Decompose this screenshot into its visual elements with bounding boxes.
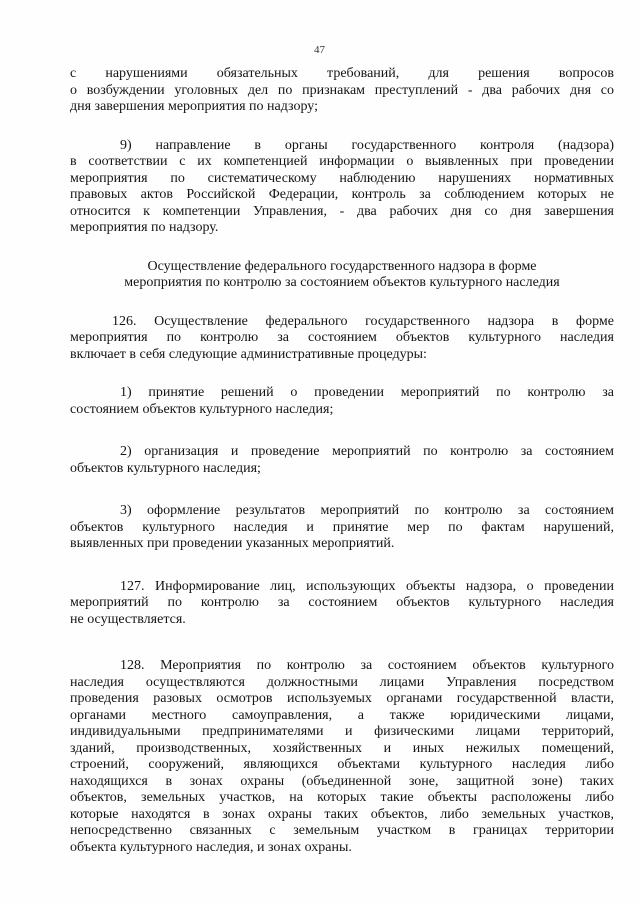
text-line: наследия осуществляются должностными лицами Управления посредством [70,674,614,690]
text-line: объектов культурного наследия; [70,460,261,476]
text-line: 126. Осуществление федерального государственного надзора в форме [112,313,614,329]
subitem-3 [70,503,614,553]
text-line: мероприятий по контролю за состоянием объектов культурного наследия [70,595,614,610]
text-line: мероприятия по надзору. [70,220,219,235]
text-line: непосредственно связанных с земельным участком в границах территории [70,823,614,838]
text-line: правовых актов Российской Федерации, контроль за соблюдением которых не [70,187,614,202]
text-line: состоянием объектов культурного наследия; [70,401,334,417]
text-line: не осуществляется. [70,611,186,627]
text-line: объектов, земельных участков, на которых такие объекты расположены либо [70,790,614,805]
text-line: 1) принятие решений о проведении мероприятий по контролю за [120,385,614,400]
text-line: объекта культурного наследия, и зонах охраны. [70,839,352,855]
document-body [70,66,614,856]
text-line: выявленных при проведении указанных мероприятий. [70,536,395,551]
text-line: мероприятия по систематическому наблюдению нарушениях нормативных [70,170,614,186]
text-line: включает в себя следующие административные процедуры: [70,346,427,362]
text-line: в соответствии с их компетенцией информации о выявленных при проведении [70,154,614,169]
text-line: мероприятия по контролю за состоянием объектов культурного наследия [70,330,614,345]
heading-line: Осуществление федерального государственного надзора в форме [147,258,537,274]
section-heading [70,259,614,292]
heading-line: мероприятия по контролю за состоянием объектов культурного наследия [124,275,560,290]
text-line: 9) направление в органы государственного контроля (надзора) [120,137,614,153]
paragraph-126 [70,314,614,364]
text-line: которые находятся в зонах охраны таких объектов, либо земельных участков, [70,806,614,822]
text-line: относится к компетенции Управления, - два рабочих дня со дня завершения [70,203,614,219]
text-line: о возбуждении уголовных дел по признакам преступлений - два рабочих дня со [70,82,614,98]
subitem-1 [70,385,614,418]
text-line: проведения разовых осмотров используемых органами государственной власти, [70,691,614,706]
text-line: 128. Мероприятия по контролю за состоянием объектов культурного [120,658,614,673]
page-number: 47 [314,44,325,56]
paragraph-128 [70,658,614,856]
text-line: строений, сооружений, являющихся объектами культурного наследия либо [70,757,614,772]
text-line: с нарушениями обязательных требований, для решения вопросов [70,66,614,81]
paragraph-127 [70,579,614,629]
paragraph-continuation [70,66,614,116]
text-line: 127. Информирование лиц, использующих объекты надзора, о проведении [120,578,614,594]
text-line: индивидуальными предпринимателями и физическими лицами территорий, [70,724,614,739]
text-line: дня завершения мероприятия по надзору; [70,99,318,114]
paragraph-item-9 [70,138,614,237]
text-line: 3) оформление результатов мероприятий по контролю за состоянием [120,503,614,518]
subitem-2 [70,444,614,477]
text-line: органами местного самоуправления, а также юридическими лицами, [70,707,614,723]
text-line: находящихся в зонах охраны (объединенной зоне, защитной зоне) таких [70,773,614,789]
text-line: 2) организация и проведение мероприятий по контролю за состоянием [120,444,614,459]
text-line: объектов культурного наследия и принятие мер по фактам нарушений, [70,519,614,535]
text-line: зданий, производственных, хозяйственных и иных нежилых помещений, [70,740,614,756]
